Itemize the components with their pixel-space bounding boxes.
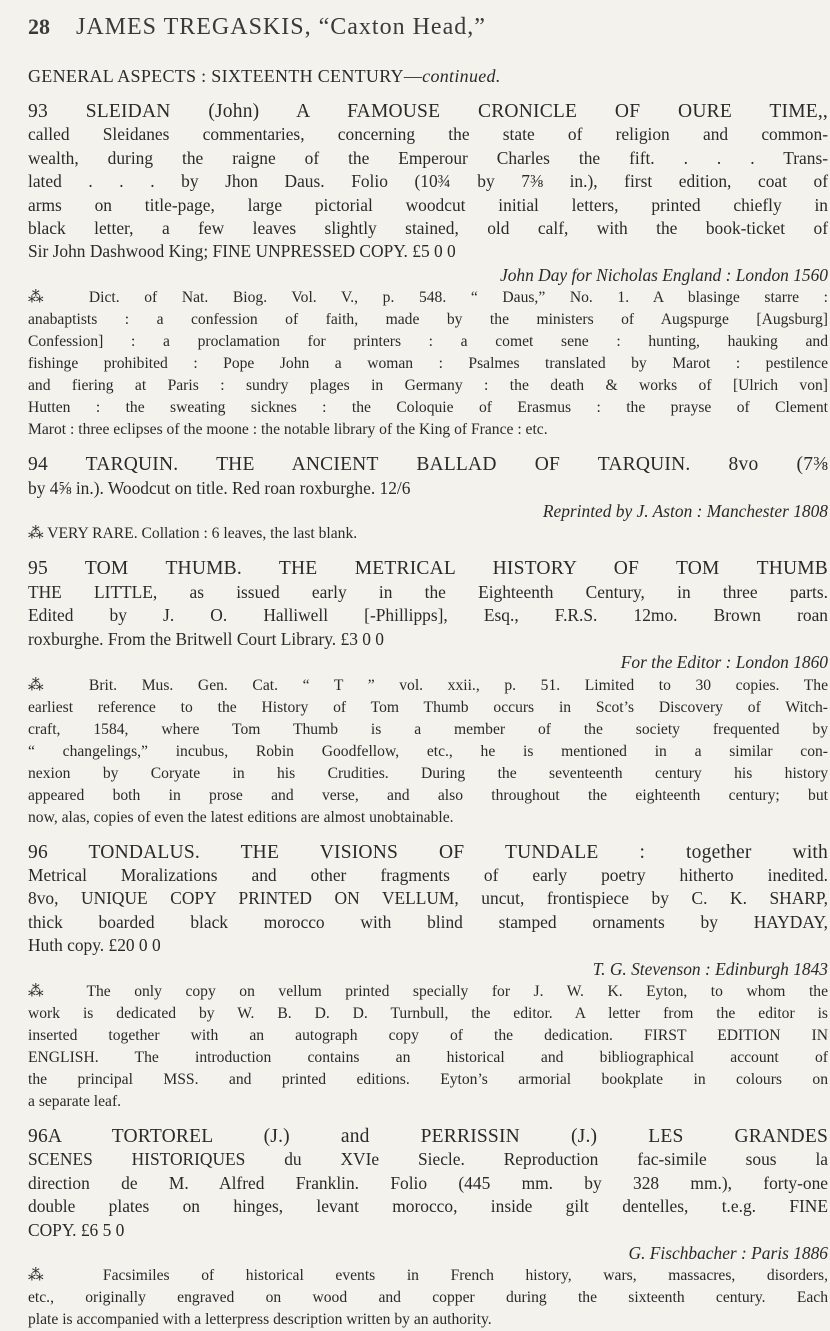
entry-description-line: direction de M. Alfred Franklin. Folio (445 mm. by 328 mm.), forty-one	[28, 1172, 828, 1193]
entry-description-line: Edited by J. O. Halliwell [-Phillipps], Esq., F.R.S. 12mo. Brown roan	[28, 605, 828, 626]
entry-description-line: THE LITTLE, as issued early in the Eighteenth Century, in three parts.	[28, 581, 828, 602]
entry-description-line: by 4⅝ in.). Woodcut on title. Red roan roxburghe. 12/6	[28, 477, 411, 498]
entry-description-line: thick boarded black morocco with blind stamped ornaments by HAYDAY,	[28, 911, 828, 932]
entry-note-line: the principal MSS. and printed editions. Eyton’s armorial bookplate in colours on	[28, 1070, 828, 1088]
catalogue-entry	[28, 841, 828, 1113]
entry-heading-line: 94 TARQUIN. THE ANCIENT BALLAD OF TARQUIN. 8vo (7⅜	[28, 454, 828, 476]
section-continued: continued.	[422, 66, 501, 86]
entry-heading-line: 96 TONDALUS. THE VISIONS OF TUNDALE : together with	[28, 841, 828, 863]
section-heading	[28, 64, 800, 88]
entry-imprint: John Day for Nicholas England : London 1560	[500, 264, 828, 285]
entry-heading-line: 96A TORTOREL (J.) and PERRISSIN (J.) LES GRANDES	[28, 1125, 828, 1147]
entry-note-line: appeared both in prose and verse, and also throughout the eighteenth century; but	[28, 786, 828, 804]
catalogue-entry	[28, 557, 828, 828]
entry-description-line: lated . . . by Jhon Daus. Folio (10¾ by 7⅜ in.), first edition, coat of	[28, 171, 828, 192]
entry-imprint: Reprinted by J. Aston : Manchester 1808	[542, 501, 828, 522]
section-title: GENERAL ASPECTS : SIXTEENTH CENTURY—	[28, 66, 423, 86]
entry-note-line: nexion by Coryate in his Crudities. During the seventeenth century his history	[28, 764, 828, 782]
catalogue-entries	[28, 100, 828, 1331]
entry-description-line: Sir John Dashwood King; FINE UNPRESSED COPY. £5 0 0	[28, 241, 456, 262]
entry-heading-line: 93 SLEIDAN (John) A FAMOUSE CRONICLE OF OURE TIME,,	[28, 101, 828, 122]
entry-note-line: plate is accompanied with a letterpress description written by an authority.	[28, 1311, 492, 1329]
entry-note-line: earliest reference to the History of Tom Thumb occurs in Scot’s Discovery of Witch-	[28, 698, 828, 716]
entry-description-line: COPY. £6 5 0	[28, 1219, 125, 1240]
entry-note-line: Hutten : the sweating sicknes : the Coloquie of Erasmus : the prayse of Clement	[28, 399, 828, 417]
entry-note-line: “ changelings,” incubus, Robin Goodfellow, etc., he is mentioned in a similar con-	[28, 742, 828, 760]
entry-note-line: ⁂ Dict. of Nat. Biog. Vol. V., p. 548. “ Daus,” No. 1. A blasinge starre :	[28, 289, 828, 307]
entry-note-line: Confession] : a proclamation for printers : a comet sene : hunting, hauking and	[28, 333, 828, 351]
entry-imprint: For the Editor : London 1860	[620, 652, 828, 673]
entry-imprint: G. Fischbacher : Paris 1886	[628, 1242, 828, 1263]
entry-note-line: Marot : three eclipses of the moone : the notable library of the King of France : etc.	[28, 421, 548, 439]
entry-note-line: ⁂ Brit. Mus. Gen. Cat. “ T ” vol. xxii., p. 51. Limited to 30 copies. The	[28, 676, 828, 694]
entry-note-line: work is dedicated by W. B. D. D. Turnbull, the editor. A letter from the editor is	[28, 1004, 828, 1022]
entry-description-line: Metrical Moralizations and other fragments of early poetry hitherto inedited.	[28, 864, 828, 885]
entry-note-line: fishinge prohibited : Pope John a woman : Psalmes translated by Marot : pestilence	[28, 355, 828, 373]
entry-description-line: SCENES HISTORIQUES du XVIe Siecle. Reproduction fac-simile sous la	[28, 1149, 828, 1170]
catalogue-entry	[28, 100, 828, 441]
entry-description-line: called Sleidanes commentaries, concerning the state of religion and common-	[28, 124, 828, 145]
entry-description-line: arms on title-page, large pictorial woodcut initial letters, printed chiefly in	[28, 194, 828, 215]
entry-note-line: etc., originally engraved on wood and copper during the sixteenth century. Each	[28, 1289, 828, 1307]
entry-description-line: roxburghe. From the Britwell Court Library. £3 0 0	[28, 628, 384, 649]
entry-note-line: ⁂ VERY RARE. Collation : 6 leaves, the last blank.	[28, 525, 358, 543]
page-number: 28	[28, 14, 50, 39]
entry-note-line: inserted together with an autograph copy of the dedication. FIRST EDITION IN	[28, 1026, 828, 1044]
catalogue-entry	[28, 453, 828, 545]
entry-note-line: ENGLISH. The introduction contains an historical and bibliographical account of	[28, 1048, 828, 1066]
entry-description-line: 8vo, UNIQUE COPY PRINTED ON VELLUM, uncut, frontispiece by C. K. SHARP,	[28, 888, 828, 909]
entry-note-line: craft, 1584, where Tom Thumb is a member of the society frequented by	[28, 720, 828, 738]
entry-note-line: ⁂ Facsimiles of historical events in French history, wars, massacres, disorders,	[28, 1267, 828, 1285]
entry-description-line: wealth, during the raigne of the Emperour Charles the fift. . . . Trans-	[28, 147, 828, 168]
catalogue-entry	[28, 1125, 828, 1331]
entry-note-line: now, alas, copies of even the latest editions are almost unobtainable.	[28, 808, 454, 826]
entry-description-line: Huth copy. £20 0 0	[28, 935, 161, 956]
entry-description-line: double plates on hinges, levant morocco, inside gilt dentelles, t.e.g. FINE	[28, 1196, 828, 1217]
entry-note-line: ⁂ The only copy on vellum printed specially for J. W. K. Eyton, to whom the	[28, 982, 828, 1000]
entry-description-line: black letter, a few leaves slightly stained, old calf, with the book-ticket of	[28, 218, 828, 239]
running-head	[28, 14, 800, 44]
running-title: JAMES TREGASKIS, “Caxton Head,”	[76, 14, 486, 40]
entry-note-line: a separate leaf.	[28, 1092, 122, 1110]
entry-imprint: T. G. Stevenson : Edinburgh 1843	[592, 958, 828, 979]
entry-note-line: anabaptists : a confession of faith, made by the ministers of Augspurge [Augsburg]	[28, 311, 828, 329]
entry-heading-line: 95 TOM THUMB. THE METRICAL HISTORY OF TOM THUMB	[28, 558, 828, 580]
entry-note-line: and fiering at Paris : sundry plages in Germany : the death & works of [Ulrich von]	[28, 377, 828, 395]
